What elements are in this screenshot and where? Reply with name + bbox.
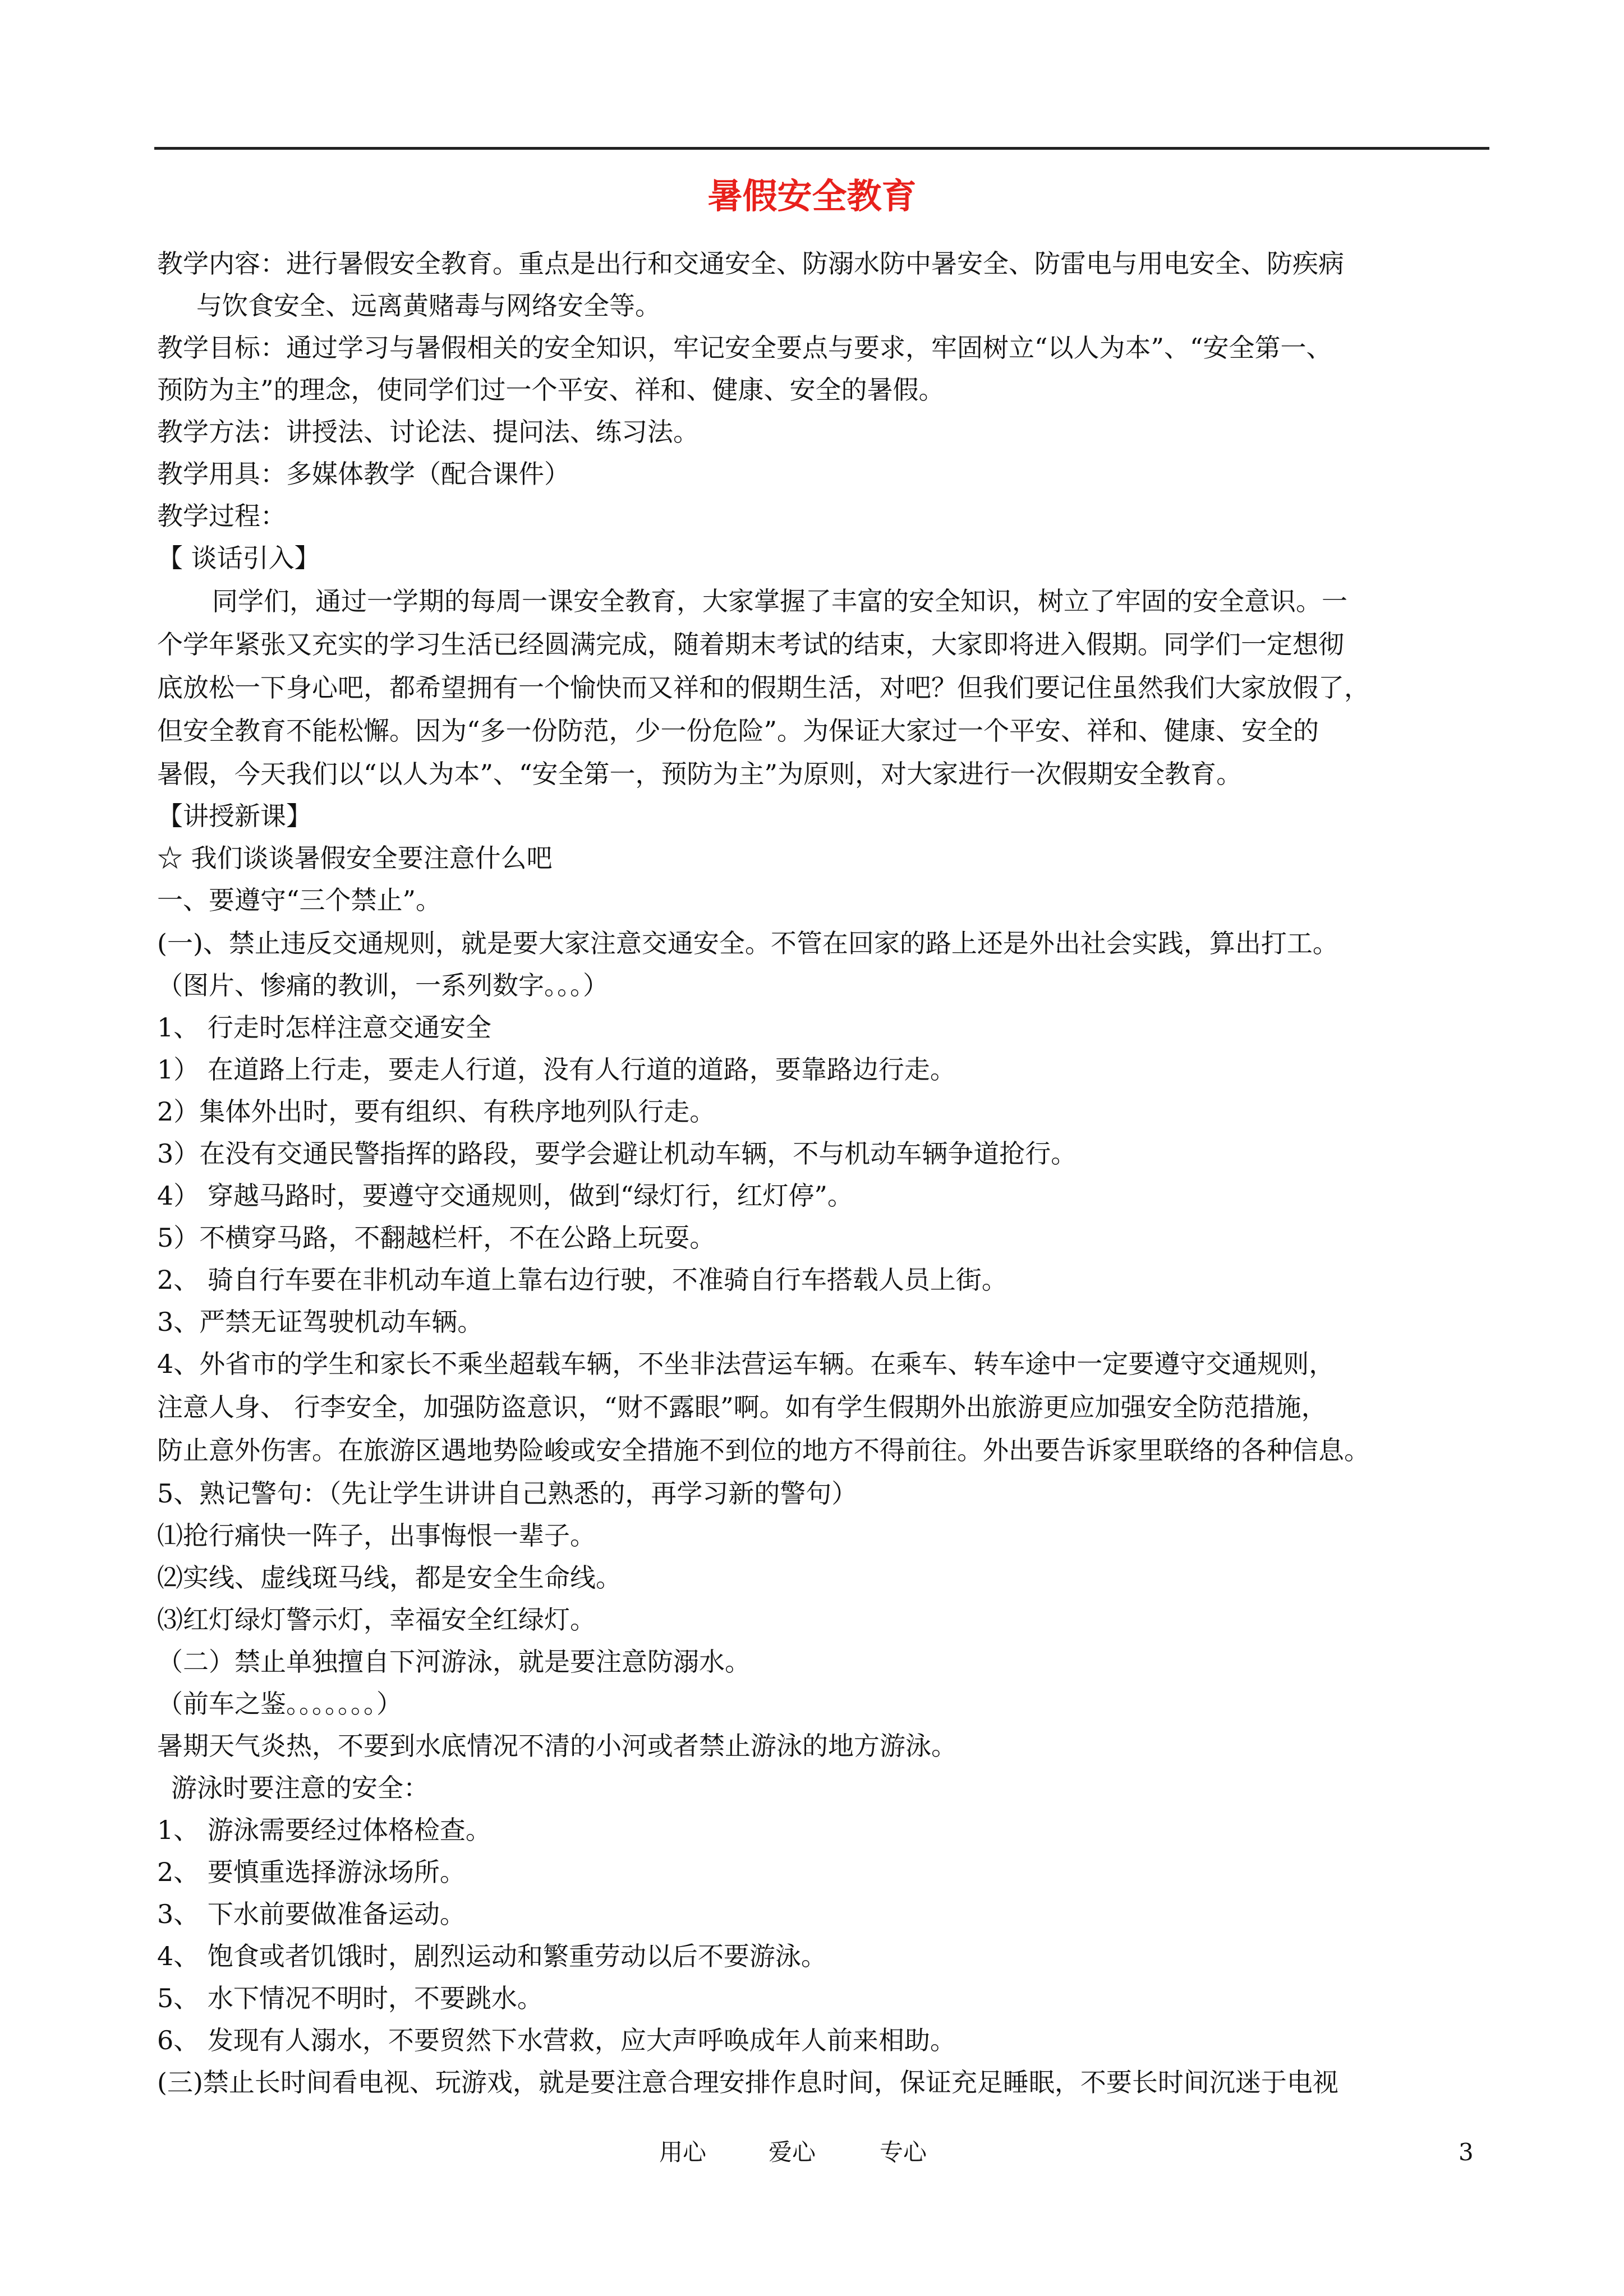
text-line: 教学目标：通过学习与暑假相关的安全知识，牢记安全要点与要求，牢固树立“以人为本”、“安全第一、 xyxy=(157,333,1332,363)
text-line: ⑵实线、虚线斑马线，都是安全生命线。 xyxy=(157,1562,622,1593)
text-line: 1、 行走时怎样注意交通安全 xyxy=(157,1012,491,1043)
section-heading: 【 谈话引入】 xyxy=(157,543,320,573)
footer-motto-right: 专心 xyxy=(880,2138,927,2166)
text-line: 1、 游泳需要经过体格检查。 xyxy=(157,1815,491,1845)
text-line: 4、外省市的学生和家长不乘坐超载车辆，不坐非法营运车辆。在乘车、转车途中一定要遵守交通规则， xyxy=(157,1349,1335,1379)
text-line: 4） 穿越马路时，要遵守交通规则，做到“绿灯行，红灯停”。 xyxy=(157,1181,853,1211)
text-line: 3、严禁无证驾驶机动车辆。 xyxy=(157,1307,484,1337)
text-line: 3、 下水前要做准备运动。 xyxy=(157,1899,466,1929)
text-line: （二）禁止单独擅自下河游泳，就是要注意防溺水。 xyxy=(157,1647,751,1677)
page-number: 3 xyxy=(1459,2138,1474,2166)
text-line: 1） 在道路上行走，要走人行道，没有人行道的道路，要靠路边行走。 xyxy=(157,1054,956,1085)
text-line: 预防为主”的理念，使同学们过一个平安、祥和、健康、安全的暑假。 xyxy=(157,375,945,405)
text-line: (三)禁止长时间看电视、玩游戏，就是要注意合理安排作息时间，保证充足睡眠，不要长时间沉迷于电视 xyxy=(157,2067,1338,2097)
text-line: 教学用具：多媒体教学（配合课件） xyxy=(157,459,570,489)
text-line: 同学们，通过一学期的每周一课安全教育，大家掌握了丰富的安全知识，树立了牢固的安全意识。一 xyxy=(212,586,1347,616)
text-line: 3）在没有交通民警指挥的路段，要学会避让机动车辆，不与机动车辆争道抢行。 xyxy=(157,1138,1077,1169)
text-line: 与饮食安全、远离黄赌毒与网络安全等。 xyxy=(196,291,661,321)
text-line: 6、 发现有人溺水，不要贸然下水营救，应大声呼唤成年人前来相助。 xyxy=(157,2025,956,2055)
footer-motto-left: 用心 xyxy=(659,2138,707,2166)
text-line: ⑴抢行痛快一阵子，出事悔恨一辈子。 xyxy=(157,1520,596,1551)
document-title: 暑假安全教育 xyxy=(707,176,917,216)
text-line: 5）不横穿马路，不翻越栏杆，不在公路上玩耍。 xyxy=(157,1223,716,1253)
text-line: 2）集体外出时，要有组织、有秩序地列队行走。 xyxy=(157,1096,716,1127)
text-line: 但安全教育不能松懈。因为“多一份防范，少一份危险”。为保证大家过一个平安、祥和、健康、安全的 xyxy=(157,716,1319,746)
section-heading: 【讲授新课】 xyxy=(157,801,312,831)
text-line: ⑶红灯绿灯警示灯，幸福安全红绿灯。 xyxy=(157,1605,596,1635)
text-line: 游泳时要注意的安全： xyxy=(171,1773,429,1803)
footer-motto-middle: 爱心 xyxy=(769,2138,816,2166)
text-line: 暑假，今天我们以“以人为本”、“安全第一，预防为主”为原则，对大家进行一次假期安全教育。 xyxy=(157,759,1243,789)
text-line: 2、 要慎重选择游泳场所。 xyxy=(157,1857,466,1887)
text-line: 教学过程： xyxy=(157,501,286,531)
text-line: 5、 水下情况不明时，不要跳水。 xyxy=(157,1983,543,2013)
text-line: 教学方法：讲授法、讨论法、提问法、练习法。 xyxy=(157,417,699,447)
text-line: （前车之鉴。。。。。。。） xyxy=(157,1689,402,1719)
header-rule xyxy=(154,147,1489,150)
text-line: 暑期天气炎热，不要到水底情况不清的小河或者禁止游泳的地方游泳。 xyxy=(157,1731,957,1761)
text-line: (一)、禁止违反交通规则，就是要大家注意交通安全。不管在回家的路上还是外出社会实践，算出打工。 xyxy=(157,928,1338,958)
text-line: 5、熟记警句：（先让学生讲讲自己熟悉的，再学习新的警句） xyxy=(157,1478,858,1509)
text-line: 防止意外伤害。在旅游区遇地势险峻或安全措施不到位的地方不得前往。外出要告诉家里联络的各种信息。 xyxy=(157,1435,1370,1465)
text-line: 注意人身、 行李安全，加强防盗意识，“财不露眼”啊。如有学生假期外出旅游更应加强安全防范措施， xyxy=(157,1392,1327,1422)
text-line: 一、要遵守“三个禁止”。 xyxy=(157,885,442,915)
text-line: 底放松一下身心吧，都希望拥有一个愉快而又祥和的假期生活，对吧？但我们要记住虽然我们大家放假了， xyxy=(157,672,1370,703)
text-line: 个学年紧张又充实的学习生活已经圆满完成，随着期末考试的结束，大家即将进入假期。同学们一定想彻 xyxy=(157,629,1344,660)
text-line: ☆ 我们谈谈暑假安全要注意什么吧 xyxy=(157,843,553,873)
text-line: （图片、惨痛的教训，一系列数字。。。） xyxy=(157,970,609,1001)
text-line: 4、 饱食或者饥饿时，剧烈运动和繁重劳动以后不要游泳。 xyxy=(157,1941,827,1971)
text-line: 教学内容：进行暑假安全教育。重点是出行和交通安全、防溺水防中暑安全、防雷电与用电安全、防疾病 xyxy=(157,248,1344,279)
text-line: 2、 骑自行车要在非机动车道上靠右边行驶，不准骑自行车搭载人员上街。 xyxy=(157,1265,1007,1295)
